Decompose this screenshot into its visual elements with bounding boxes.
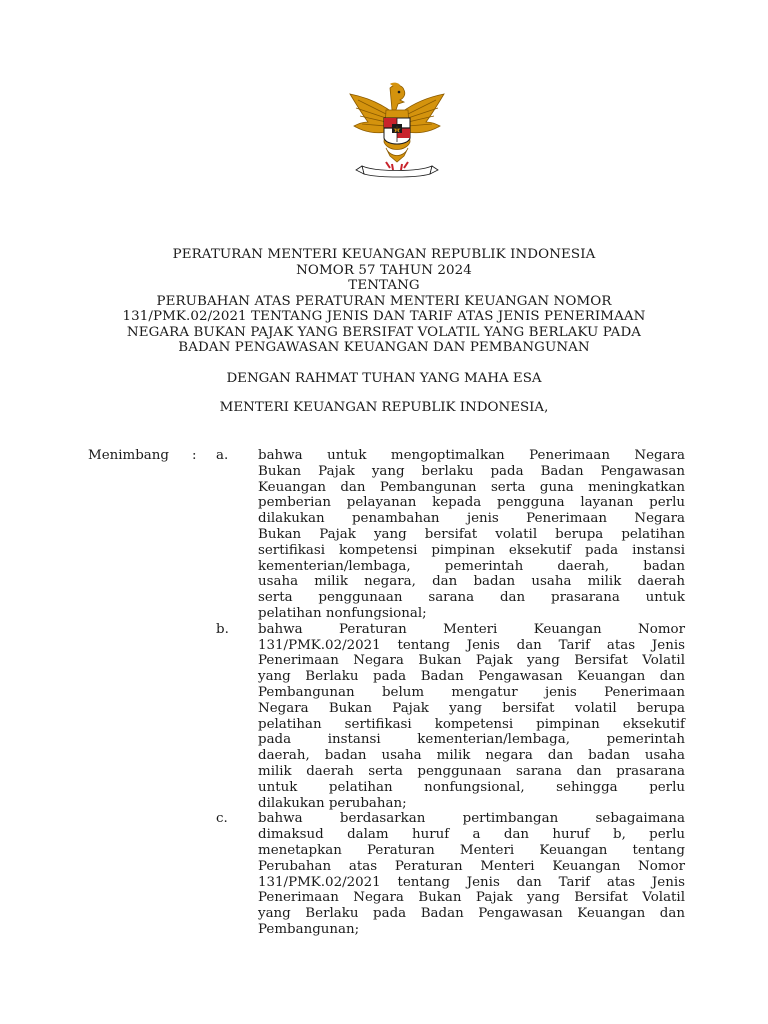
heading-line: 131/PMK.02/2021 TENTANG JENIS DAN TARIF ATAS JENIS PENERIMAAN [122,309,646,324]
item-line: dimaksud dalam huruf a dan huruf b, perlu [258,827,685,843]
item-text [258,622,685,812]
considering-section [88,448,688,938]
item-line: Pembangunan; [258,921,360,937]
item-line: Keuangan dan Pembangunan serta guna meningkatkan [258,479,685,495]
item-letter: c. [216,811,228,827]
item-line: untuk pelatihan nonfungsional, sehingga perlu [258,779,685,795]
item-line: Bukan Pajak yang bersifat volatil berupa pelatihan [258,526,685,542]
item-line: Penerimaan Negara Bukan Pajak yang Bersifat Volatil [258,653,685,669]
item-line: bahwa untuk mengoptimalkan Penerimaan Negara [258,448,685,463]
item-line: bahwa berdasarkan pertimbangan sebagaimana [258,811,685,827]
item-text [258,448,685,622]
heading-line: PERATURAN MENTERI KEUANGAN REPUBLIK INDONESIA [172,247,596,262]
item-line: dilakukan perubahan; [258,795,407,811]
item-line: pelatihan nonfungsional; [258,605,427,621]
item-letter: a. [216,448,229,463]
heading-line: BADAN PENGAWASAN KEUANGAN DAN PEMBANGUNAN [178,340,590,355]
consideration-item-a [88,448,688,622]
heading-line: TENTANG [348,278,420,293]
item-letter: b. [216,621,229,637]
item-line: 131/PMK.02/2021 tentang Jenis dan Tarif atas Jenis [258,637,685,653]
item-line: 131/PMK.02/2021 tentang Jenis dan Tarif atas Jenis [258,874,685,890]
heading-line: PERUBAHAN ATAS PERATURAN MENTERI KEUANGAN NOMOR [156,293,612,309]
item-line: serta penggunaan sarana dan prasarana untuk [258,590,685,606]
consideration-item-c [88,811,688,937]
item-line: sertifikasi kompetensi pimpinan eksekutif pada instansi [258,542,685,558]
minister-line: MENTERI KEUANGAN REPUBLIK INDONESIA, [219,400,549,415]
item-line: Bukan Pajak yang berlaku pada Badan Pengawasan [258,463,685,479]
item-line: bahwa Peraturan Menteri Keuangan Nomor [258,621,685,637]
considering-label: Menimbang [88,448,169,463]
regulation-heading [60,247,708,356]
item-line: Perubahan atas Peraturan Menteri Keuangan Nomor [258,858,685,874]
considering-colon: : [192,448,197,463]
item-line: usaha milik negara, dan badan usaha milik daerah [258,574,685,590]
item-text [258,811,685,937]
opening-phrase: DENGAN RAHMAT TUHAN YANG MAHA ESA [226,371,542,386]
item-line: dilakukan penambahan jenis Penerimaan Negara [258,511,685,527]
item-line: Penerimaan Negara Bukan Pajak yang Bersifat Volatil [258,890,685,906]
item-line: kementerian/lembaga, pemerintah daerah, badan [258,558,685,574]
heading-line: NEGARA BUKAN PAJAK YANG BERSIFAT VOLATIL YANG BERLAKU PADA [126,324,642,340]
item-line: daerah, badan usaha milik negara dan badan usaha [258,748,685,764]
item-line: pelatihan sertifikasi kompetensi pimpinan eksekutif [258,716,685,732]
item-line: yang Berlaku pada Badan Pengawasan Keuangan dan [258,669,685,685]
item-line: pemberian pelayanan kepada pengguna layanan perlu [258,495,685,511]
item-line: menetapkan Peraturan Menteri Keuangan tentang [258,842,685,858]
item-line: Negara Bukan Pajak yang bersifat volatil berupa [258,700,685,716]
garuda-pancasila-emblem-icon [346,82,448,182]
consideration-item-b [88,622,688,812]
item-line: Pembangunan belum mengatur jenis Penerimaan [258,684,685,700]
heading-line: NOMOR 57 TAHUN 2024 [296,262,472,278]
item-line: pada instansi kementerian/lembaga, pemerintah [258,732,685,748]
item-line: milik daerah serta penggunaan sarana dan prasarana [258,763,685,779]
item-line: yang Berlaku pada Badan Pengawasan Keuangan dan [258,906,685,922]
